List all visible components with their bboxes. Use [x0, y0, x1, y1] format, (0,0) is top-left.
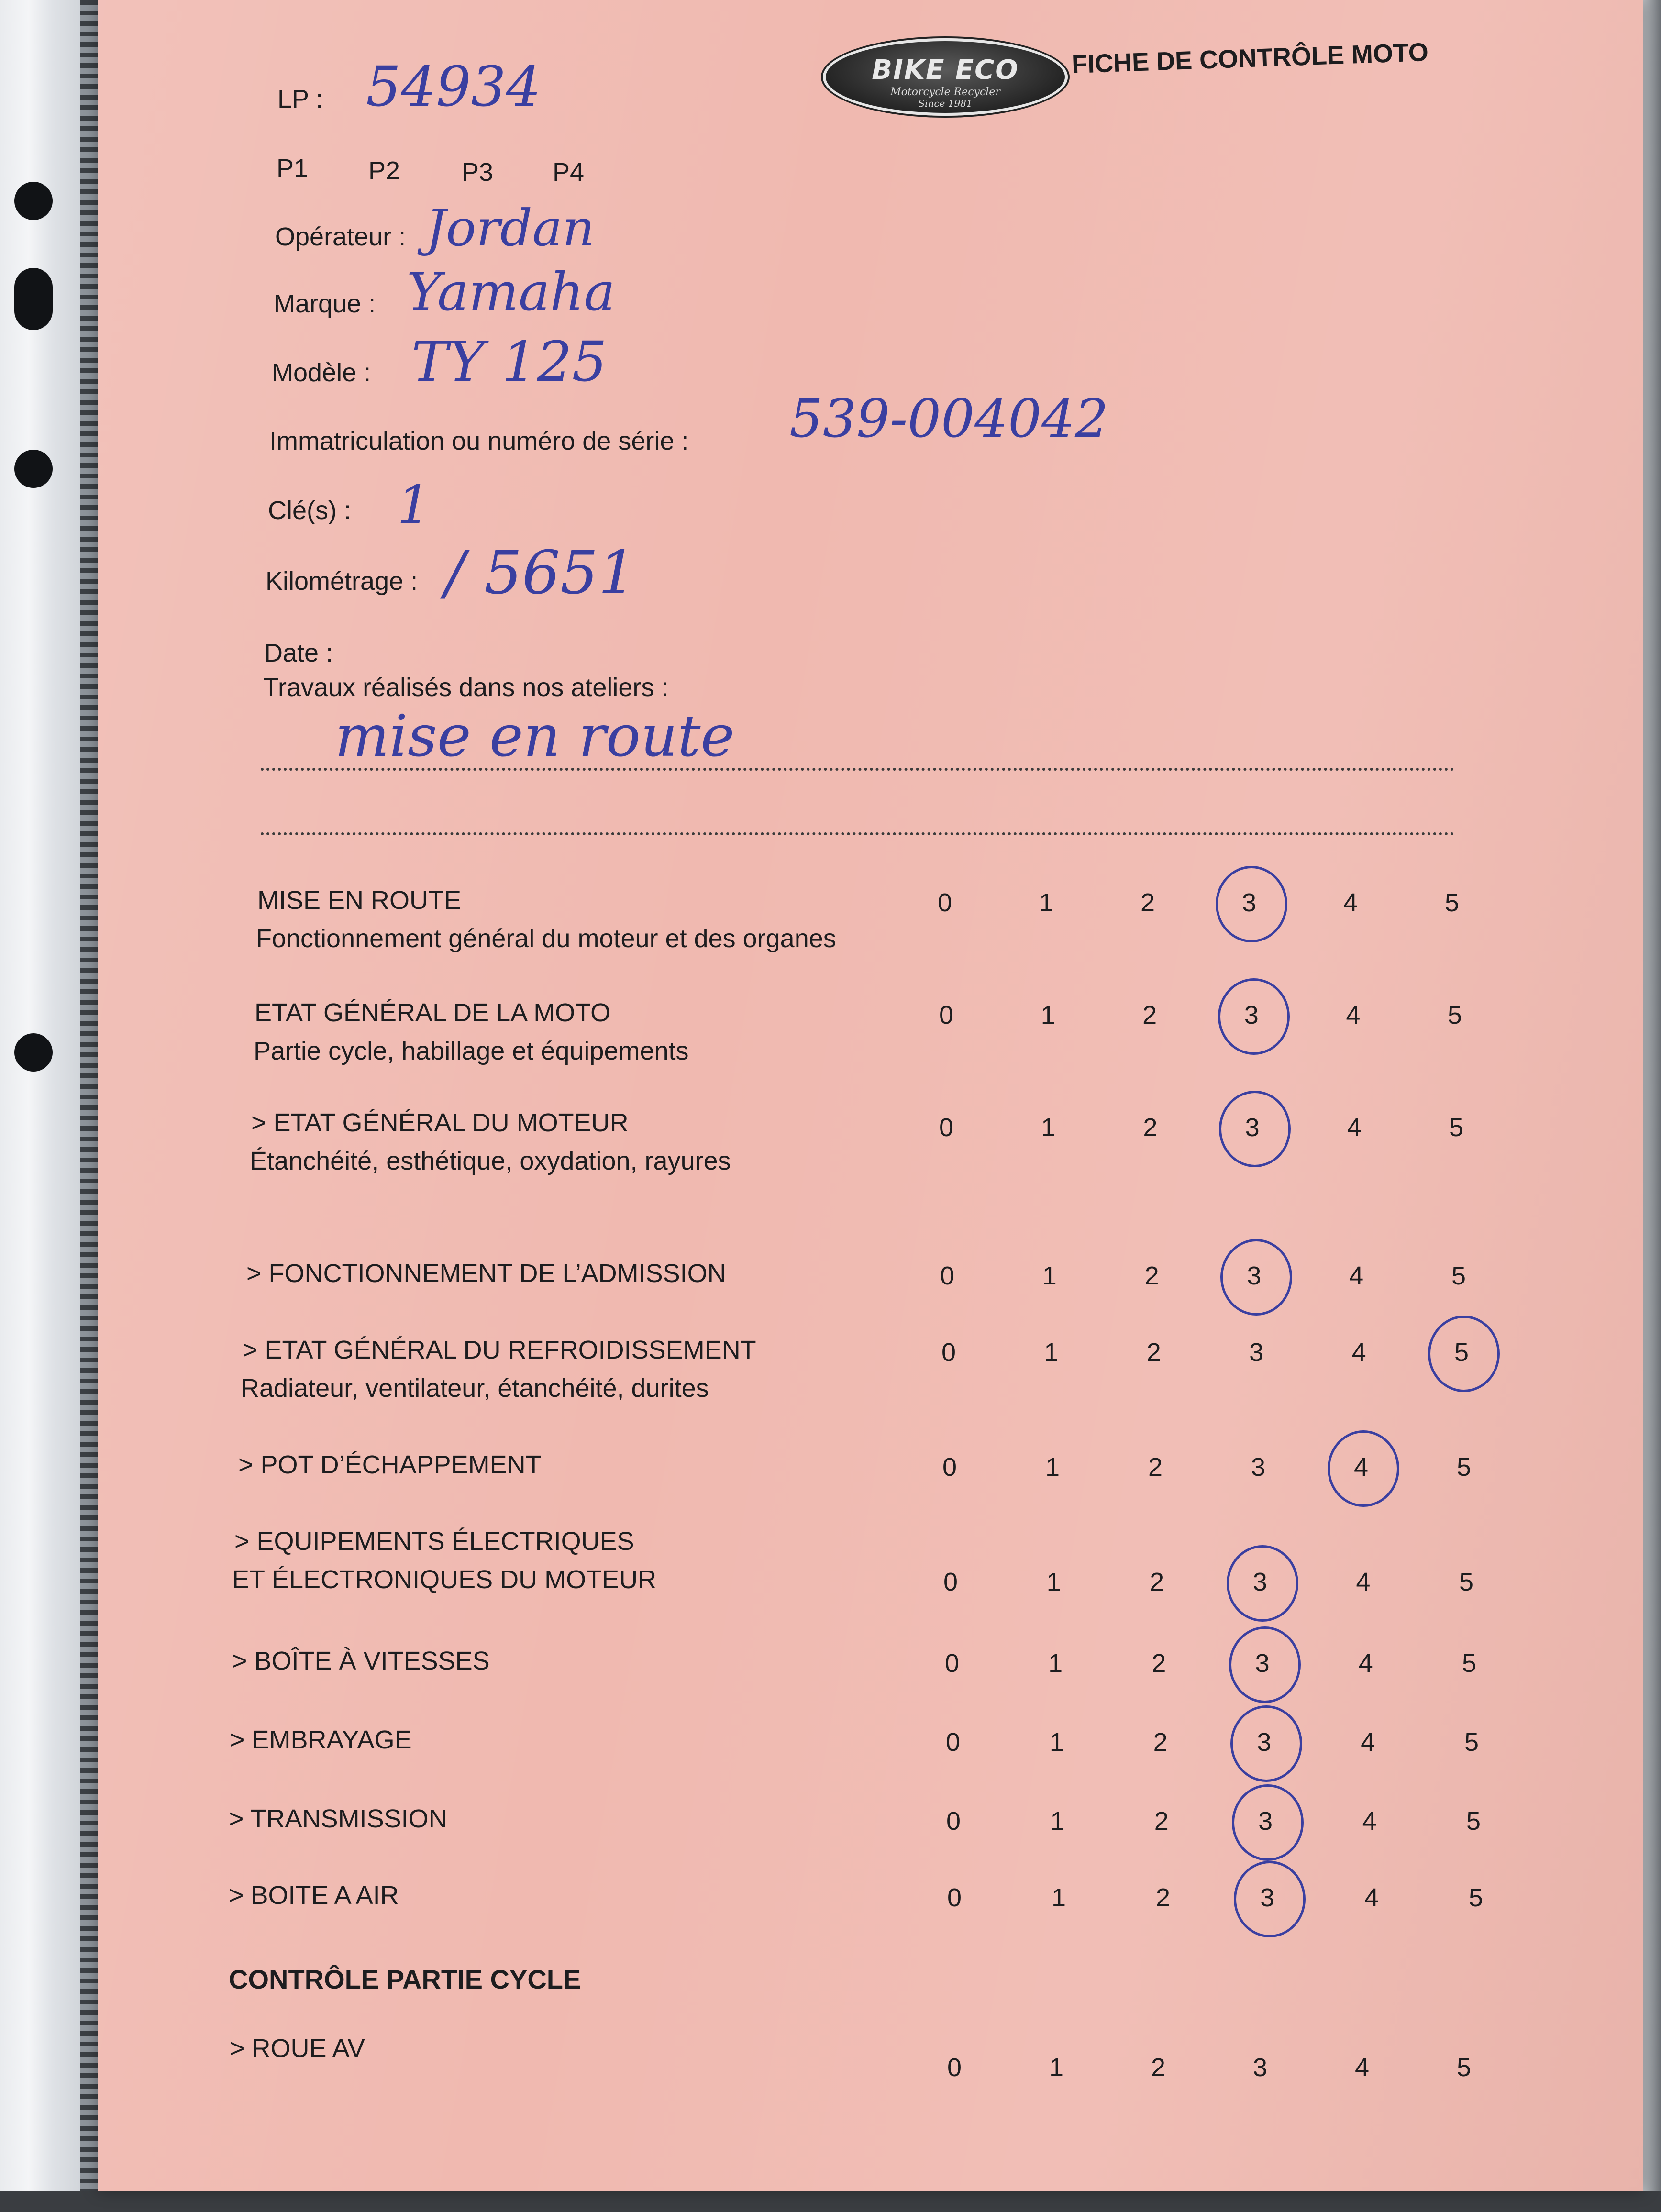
score-option: 5 [1454, 1338, 1469, 1367]
rating-row-subtitle: Radiateur, ventilateur, étanchéité, durites [241, 1374, 709, 1403]
rating-row-subtitle: ET ÉLECTRONIQUES DU MOTEUR [232, 1565, 657, 1594]
score-option: 0 [942, 1453, 957, 1482]
punch-hole [14, 1033, 53, 1072]
travaux-label: Travaux réalisés dans nos ateliers : [263, 673, 669, 702]
travaux-value: mise en route [335, 703, 735, 770]
date-label: Date : [264, 639, 333, 667]
selected-score-circle [1218, 978, 1290, 1055]
rating-row-title: > POT D’ÉCHAPPEMENT [238, 1450, 542, 1479]
rating-row-title: > EMBRAYAGE [230, 1725, 412, 1754]
score-option: 0 [947, 1883, 962, 1912]
score-option: 2 [1146, 1338, 1161, 1367]
kilometrage-value: / 5651 [445, 538, 636, 608]
punch-hole [14, 182, 53, 220]
cles-label: Clé(s) : [268, 496, 351, 525]
background-edge [1643, 0, 1661, 2212]
sleeve-binding-edge [80, 0, 100, 2212]
rating-row-title: > TRANSMISSION [229, 1804, 447, 1833]
rating-row-title: > EQUIPEMENTS ÉLECTRIQUES [234, 1527, 634, 1556]
position-p4: P4 [553, 158, 585, 187]
score-option: 5 [1459, 1568, 1474, 1596]
score-option: 5 [1444, 888, 1460, 917]
score-option: 1 [1046, 1568, 1061, 1596]
score-option: 0 [944, 1649, 960, 1678]
score-option: 2 [1154, 1807, 1169, 1836]
score-option: 3 [1251, 1453, 1266, 1482]
score-option: 2 [1148, 1453, 1163, 1482]
rating-row-title: > ROUE AV [230, 2034, 365, 2063]
background-edge [0, 2191, 1661, 2212]
score-option: 4 [1347, 1113, 1362, 1142]
modele-label: Modèle : [272, 358, 371, 387]
score-option: 1 [1039, 888, 1054, 917]
score-option: 3 [1252, 2053, 1268, 2082]
score-option: 2 [1140, 888, 1155, 917]
score-option: 1 [1042, 1261, 1057, 1290]
score-option: 2 [1155, 1883, 1171, 1912]
score-option: 3 [1255, 1649, 1270, 1678]
rating-row-title: MISE EN ROUTE [257, 886, 462, 915]
selected-score-circle [1230, 1705, 1302, 1782]
score-option: 2 [1153, 1728, 1168, 1757]
score-option: 2 [1151, 2053, 1166, 2082]
score-option: 2 [1143, 1113, 1158, 1142]
lp-value: 54934 [366, 55, 541, 119]
score-option: 1 [1041, 1001, 1055, 1029]
operateur-value: Jordan [426, 199, 595, 257]
score-option: 1 [1049, 1728, 1064, 1757]
score-option: 3 [1252, 1568, 1267, 1596]
dotted-line [261, 832, 1454, 835]
score-option: 5 [1456, 2053, 1472, 2082]
rating-row-subtitle: Fonctionnement général du moteur et des organes [256, 924, 836, 953]
score-option: 0 [946, 1807, 961, 1836]
score-option: 1 [1044, 1338, 1059, 1367]
score-option: 5 [1468, 1883, 1484, 1912]
score-option: 3 [1257, 1728, 1272, 1757]
operateur-label: Opérateur : [275, 222, 406, 251]
rating-row-title: > ETAT GÉNÉRAL DU REFROIDISSEMENT [243, 1336, 756, 1364]
score-option: 3 [1260, 1883, 1275, 1912]
score-option: 3 [1244, 1001, 1259, 1029]
score-option: 5 [1447, 1001, 1462, 1029]
score-option: 1 [1049, 2053, 1064, 2082]
punch-hole [14, 450, 53, 488]
immatriculation-value: 539-004042 [789, 388, 1109, 449]
kilometrage-label: Kilométrage : [266, 567, 418, 596]
selected-score-circle [1428, 1316, 1500, 1392]
score-option: 3 [1245, 1113, 1260, 1142]
score-option: 0 [947, 2053, 962, 2082]
rating-row-title: > FONCTIONNEMENT DE L’ADMISSION [246, 1259, 726, 1288]
score-option: 4 [1358, 1649, 1373, 1678]
score-option: 1 [1045, 1453, 1060, 1482]
immatriculation-label: Immatriculation ou numéro de série : [269, 427, 689, 455]
marque-label: Marque : [274, 289, 376, 318]
score-option: 1 [1050, 1807, 1065, 1836]
score-option: 5 [1462, 1649, 1477, 1678]
rating-row-title: > ETAT GÉNÉRAL DU MOTEUR [251, 1108, 629, 1137]
score-option: 4 [1343, 888, 1358, 917]
score-option: 5 [1449, 1113, 1464, 1142]
bike-eco-logo: BIKE ECO Motorcycle Recycler Since 1981 [823, 38, 1068, 116]
rating-row-subtitle: Partie cycle, habillage et équipements [254, 1037, 689, 1065]
score-option: 1 [1041, 1113, 1056, 1142]
dotted-line [261, 768, 1454, 771]
sheet-title: FICHE DE CONTRÔLE MOTO [1071, 38, 1429, 79]
score-option: 4 [1361, 1728, 1375, 1757]
score-option: 5 [1464, 1728, 1479, 1757]
score-option: 4 [1349, 1261, 1364, 1290]
score-option: 0 [943, 1568, 958, 1596]
score-option: 4 [1351, 1338, 1366, 1367]
score-option: 0 [940, 1261, 955, 1290]
section-heading: CONTRÔLE PARTIE CYCLE [229, 1964, 581, 1994]
score-option: 0 [939, 1001, 954, 1029]
score-option: 4 [1356, 1568, 1371, 1596]
modele-value: TY 125 [411, 330, 607, 394]
punch-hole [14, 268, 53, 330]
score-option: 3 [1258, 1807, 1273, 1836]
score-option: 3 [1249, 1338, 1264, 1367]
rating-row-title: ETAT GÉNÉRAL DE LA MOTO [255, 998, 611, 1027]
score-option: 0 [941, 1338, 956, 1367]
score-option: 5 [1451, 1261, 1466, 1290]
cles-value: 1 [397, 474, 431, 535]
selected-score-circle [1232, 1784, 1304, 1861]
selected-score-circle [1220, 1239, 1292, 1316]
score-option: 4 [1346, 1001, 1361, 1029]
rating-row-subtitle: Étanchéité, esthétique, oxydation, rayures [250, 1147, 731, 1175]
score-option: 5 [1466, 1807, 1481, 1836]
score-option: 1 [1048, 1649, 1063, 1678]
lp-label: LP : [277, 85, 323, 113]
marque-value: Yamaha [407, 261, 615, 322]
score-option: 5 [1456, 1453, 1472, 1482]
score-option: 3 [1241, 888, 1257, 917]
selected-score-circle [1219, 1091, 1291, 1167]
selected-score-circle [1227, 1545, 1298, 1622]
position-p3: P3 [462, 158, 494, 187]
score-option: 4 [1362, 1807, 1377, 1836]
score-option: 4 [1364, 1883, 1379, 1912]
rating-row-title: > BOÎTE À VITESSES [232, 1647, 490, 1675]
rating-row-title: > BOITE A AIR [229, 1881, 399, 1910]
score-option: 4 [1353, 1453, 1369, 1482]
control-sheet [98, 0, 1643, 2191]
score-option: 2 [1152, 1649, 1166, 1678]
score-option: 0 [937, 888, 952, 917]
selected-score-circle [1229, 1626, 1301, 1703]
score-option: 2 [1150, 1568, 1164, 1596]
score-option: 0 [945, 1728, 961, 1757]
score-option: 3 [1247, 1261, 1262, 1290]
selected-score-circle [1216, 866, 1287, 942]
position-p1: P1 [277, 154, 309, 183]
score-option: 4 [1354, 2053, 1370, 2082]
selected-score-circle [1328, 1430, 1399, 1507]
selected-score-circle [1234, 1861, 1306, 1937]
score-option: 0 [939, 1113, 954, 1142]
position-p2: P2 [368, 156, 400, 185]
score-option: 2 [1144, 1261, 1159, 1290]
score-option: 1 [1051, 1883, 1066, 1912]
score-option: 2 [1142, 1001, 1157, 1029]
